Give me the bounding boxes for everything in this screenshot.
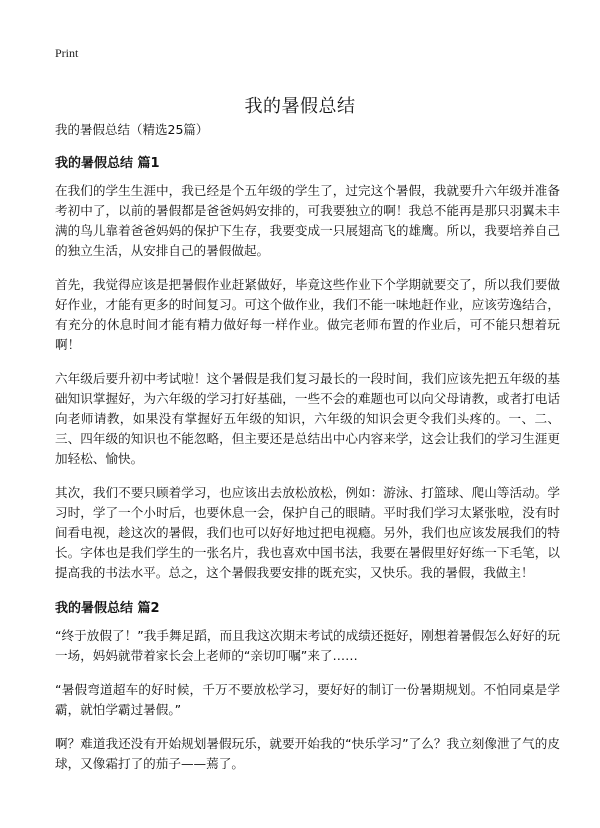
section-2	[55, 597, 560, 774]
paragraph: 首先，我觉得应该是把暑假作业赶紧做好，毕竟这些作业下个学期就要交了，所以我们要做好作业，才能有更多的时间复习。可这个做作业，我们不能一味地赶作业，应该劳逸结合，有充分的休息时间才能有精力做好每一样作业。做完老师布置的作业后，可不能只想着玩啊！	[55, 277, 560, 352]
paragraph: 啊？难道我还没有开始规划暑假玩乐，就要开始我的“快乐学习”了么？我立刻像泄了气的皮球，又像霜打了的茄子——蔫了。	[55, 736, 560, 771]
section-heading: 我的暑假总结 篇1	[55, 156, 160, 171]
paragraph: 六年级后要升初中考试啦！这个暑假是我们复习最长的一段时间，我们应该先把五年级的基础知识掌握好，为六年级的学习打好基础，一些不会的难题也可以向父母请教，或者打电话向老师请教，如果没有掌握好五年级的知识，六年级的知识会更令我们头疼的。一、二、三、四年级的知识也不能忽略，但主要还是总结出中心内容来学，这会让我们的学习生涯更加轻松、愉快。	[55, 371, 560, 466]
page-title: 我的暑假总结	[244, 96, 356, 118]
section-heading: 我的暑假总结 篇2	[55, 601, 160, 616]
print-link[interactable]: Print	[55, 46, 79, 60]
paragraph: “暑假弯道超车的好时候，千万不要放松学习，要好好的制订一份暑期规划。不怕同桌是学霸，就怕学霸过暑假。”	[55, 682, 560, 717]
paragraph: 在我们的学生生涯中，我已经是个五年级的学生了，过完这个暑假，我就要升六年级并准备考初中了，以前的暑假都是爸爸妈妈安排的，可我要独立的啊！我总不能再是那只羽翼未丰满的鸟儿靠着爸爸妈妈的保护下生存，我要变成一只展翅高飞的雄鹰。所以，我要培养自己的独立生活，从安排自己的暑假做起。	[55, 183, 560, 258]
paragraph: “终于放假了！”我手舞足蹈，而且我这次期末考试的成绩还挺好，刚想着暑假怎么好好的玩一场，妈妈就带着家长会上老师的“亲切叮嘱”来了……	[55, 628, 560, 663]
document-subtitle: 我的暑假总结（精选25篇）	[55, 122, 209, 137]
section-1	[55, 152, 560, 583]
document-body	[55, 152, 560, 788]
paragraph: 其次，我们不要只顾着学习，也应该出去放松放松，例如：游泳、打篮球、爬山等活动。学习时，学了一个小时后，也要休息一会，保护自己的眼睛。平时我们学习太紧张啦，没有时间看电视，趁这次的暑假，我们也可以好好地过把电视瘾。另外，我们也应该发展我们的特长。字体也是我们学生的一张名片，我也喜欢中国书法，我要在暑假里好好练一下毛笔，以提高我的书法水平。总之，这个暑假我要安排的既充实，又快乐。我的暑假，我做主！	[55, 485, 560, 580]
